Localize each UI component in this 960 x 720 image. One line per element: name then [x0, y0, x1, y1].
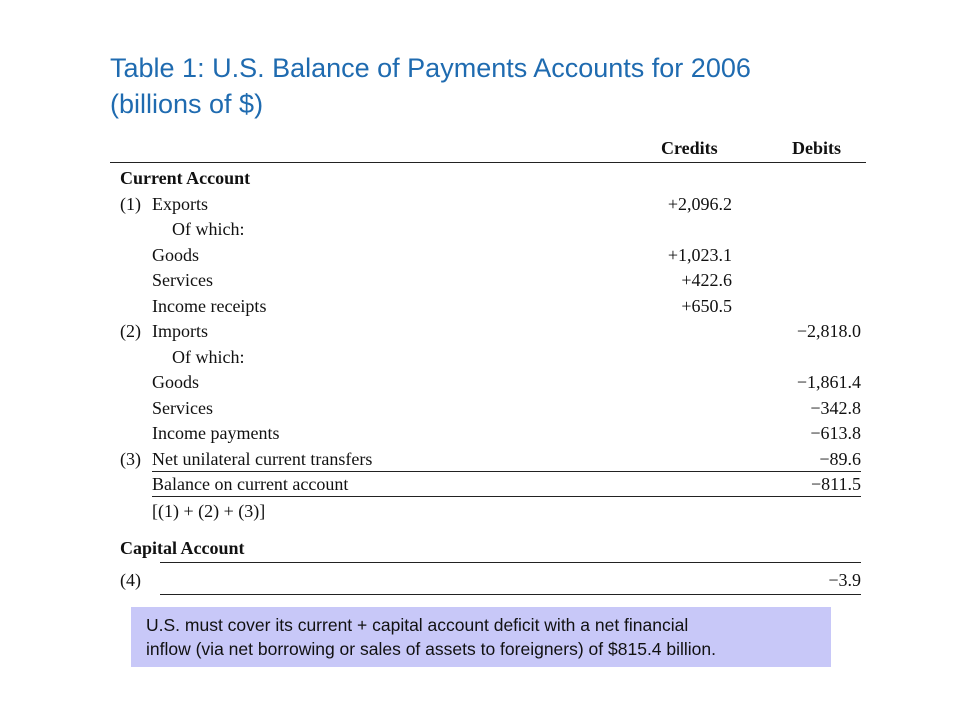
exports-services-credit: +422.6 [681, 270, 732, 290]
exports-services-label: Services [152, 270, 213, 290]
transfers-label: Net unilateral current transfers [152, 449, 373, 469]
imports-label: Imports [152, 321, 208, 341]
note-line-1: U.S. must cover its current + capital account deficit with a net financial [146, 615, 689, 635]
balance-top-rule [152, 471, 861, 472]
row-number-3: (3) [120, 449, 141, 469]
income-receipts-label: Income receipts [152, 296, 267, 316]
imports-services-label: Services [152, 398, 213, 418]
transfers-debit: −89.6 [819, 449, 861, 469]
exports-goods-label: Goods [152, 245, 200, 265]
deficit-note-box [131, 607, 831, 667]
debits-header: Debits [792, 138, 841, 158]
current-account-heading: Current Account [120, 168, 251, 188]
balance-formula: [(1) + (2) + (3)] [152, 501, 266, 521]
row-4-debit: −3.9 [828, 570, 861, 590]
credits-header: Credits [661, 138, 718, 158]
exports-of-which: Of which: [172, 219, 245, 239]
header-rule [110, 162, 866, 163]
capital-bottom-rule [160, 594, 861, 595]
income-payments-debit: −613.8 [810, 423, 861, 443]
imports-services-debit: −342.8 [810, 398, 861, 418]
row-number-1: (1) [120, 194, 141, 214]
capital-top-rule [160, 562, 861, 563]
income-receipts-credit: +650.5 [681, 296, 732, 316]
note-line-2: inflow (via net borrowing or sales of assets to foreigners) of $815.4 billion. [146, 639, 717, 659]
balance-label: Balance on current account [152, 474, 349, 494]
capital-account-heading: Capital Account [120, 538, 245, 558]
income-payments-label: Income payments [152, 423, 280, 443]
balance-bottom-rule [152, 496, 861, 497]
slide-title [110, 50, 910, 122]
row-number-4: (4) [120, 570, 141, 590]
title-line-1: Table 1: U.S. Balance of Payments Accounts for 2006 [110, 53, 751, 83]
imports-of-which: Of which: [172, 347, 245, 367]
exports-label: Exports [152, 194, 208, 214]
row-number-2: (2) [120, 321, 141, 341]
title-line-2: (billions of $) [110, 89, 264, 119]
exports-goods-credit: +1,023.1 [667, 245, 732, 265]
imports-goods-debit: −1,861.4 [796, 372, 861, 392]
balance-debit: −811.5 [811, 474, 861, 494]
imports-debit: −2,818.0 [796, 321, 861, 341]
imports-goods-label: Goods [152, 372, 200, 392]
exports-credit: +2,096.2 [667, 194, 732, 214]
